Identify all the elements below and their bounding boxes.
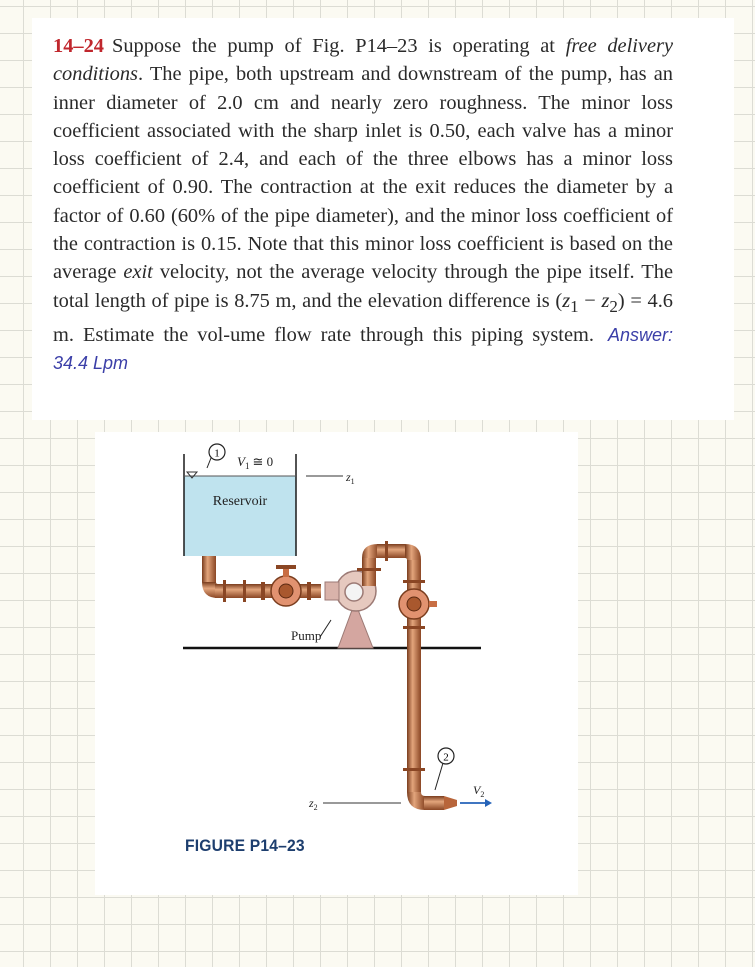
- elbow-4: [407, 792, 425, 810]
- valve-1-flange-right: [307, 582, 311, 600]
- discharge-riser: [362, 558, 376, 586]
- problem-text-1: Suppose the pump of Fig. P14–23 is operating at: [111, 35, 566, 57]
- elbow-2: [362, 544, 378, 558]
- problem-number: 14–24: [53, 35, 104, 57]
- elevation-z2: z: [601, 289, 610, 312]
- valve-1-hub: [279, 584, 293, 598]
- point-1-leader: [207, 458, 211, 468]
- elbow-3: [405, 544, 421, 560]
- valve-1-stem: [283, 568, 289, 577]
- suction-flange-1: [223, 580, 226, 602]
- z1-label: $z_1$: [346, 470, 355, 486]
- suction-pipe: [215, 584, 321, 598]
- v1-label: $V_1$ ≅ 0: [237, 454, 274, 471]
- contraction-nozzle: [444, 796, 457, 810]
- top-horizontal-pipe: [377, 544, 405, 558]
- valve-1-handle: [276, 565, 296, 569]
- problem-text-4: ) = 4.6 m. Estimate the vol-ume flow rate through this piping system.: [53, 289, 673, 347]
- problem-card: [32, 18, 734, 420]
- point-1-label: 1: [214, 447, 220, 460]
- reservoir-water: [184, 476, 296, 556]
- outlet-pipe-vertical: [202, 556, 216, 582]
- elevation-z2-sub: 2: [609, 296, 618, 316]
- problem-italic-exit: exit: [123, 261, 153, 284]
- top-flange: [385, 541, 388, 561]
- answer: Answer: 34.4 Lpm: [53, 325, 673, 374]
- elevation-z1: z: [562, 289, 571, 312]
- v2-label: $V_2$: [473, 783, 485, 799]
- problem-text-2: . The pipe, both upstream and downstream of the pump, has an inner diameter of 2.0 cm and nearly zero roughness. The minor loss coefficient associated with the sharp inlet is 0.50, each valve has a minor loss coefficient of 2.4, and each of the three elbows has a minor loss coefficient of 0.90. The contraction at the exit reduces the diameter by a factor of 0.60 (60% of the pipe diameter), and the minor loss coefficient of the contraction is 0.15. Note that this minor loss coefficient is based on the average: [53, 63, 673, 284]
- pump-label: Pump: [291, 628, 322, 643]
- minus-sign: −: [578, 289, 602, 312]
- elevation-z1-sub: 1: [570, 296, 579, 316]
- pump-eye: [345, 583, 363, 601]
- reservoir-label: Reservoir: [212, 494, 268, 509]
- valve-2-stem: [429, 601, 437, 607]
- pump-leader: [320, 620, 331, 637]
- figure-card: [95, 432, 578, 895]
- z2-label: $z_2$: [309, 796, 318, 812]
- downcomer-flange-1: [403, 580, 425, 583]
- downcomer-flange-2: [403, 626, 425, 629]
- point-2-label: 2: [443, 751, 449, 764]
- downcomer-flange-3: [403, 768, 425, 771]
- problem-italic-free-delivery: free delivery conditions: [53, 35, 673, 86]
- figure-caption: FIGURE P14–23: [185, 836, 305, 855]
- valve-2-hub: [407, 597, 421, 611]
- problem-text-3: velocity, not the average velocity through the pipe itself. The total length of pipe is 8.75 m, and the elevation difference is: [53, 261, 673, 312]
- point-2-leader: [435, 763, 443, 790]
- pump-inlet-flange: [325, 582, 339, 600]
- valve-1-flange-left: [261, 582, 265, 600]
- piping-system-diagram: [95, 432, 578, 895]
- discharge-flange: [357, 568, 381, 571]
- exit-pipe: [424, 796, 444, 810]
- problem-statement: 14–24 Suppose the pump of Fig. P14–23 is operating at free delivery conditions. The pipe, both upstream and downstream of the pump, has an inner diameter of 2.0 cm and nearly zero roughness. The minor loss coefficient associated with the sharp inlet is 0.50, each valve has a minor loss coefficient of 2.4, and each of the three elbows has a minor loss coefficient of 0.90. The contraction at the exit reduces the diameter by a factor of 0.60 (60% of the pipe diameter), and the minor loss coefficient of the contraction is 0.15. Note that this minor loss coefficient is based on the average exit velocity, not the average velocity through the pipe itself. The total length of pipe is 8.75 m, and the elevation difference is $(z_1 - z_2) = 4.6$ m. Estimate the vol-ume flow rate through this piping system. Answer: 34.4 Lpm: [53, 35, 673, 374]
- exit-flow-arrow-icon: [485, 799, 492, 807]
- suction-flange-2: [243, 580, 246, 602]
